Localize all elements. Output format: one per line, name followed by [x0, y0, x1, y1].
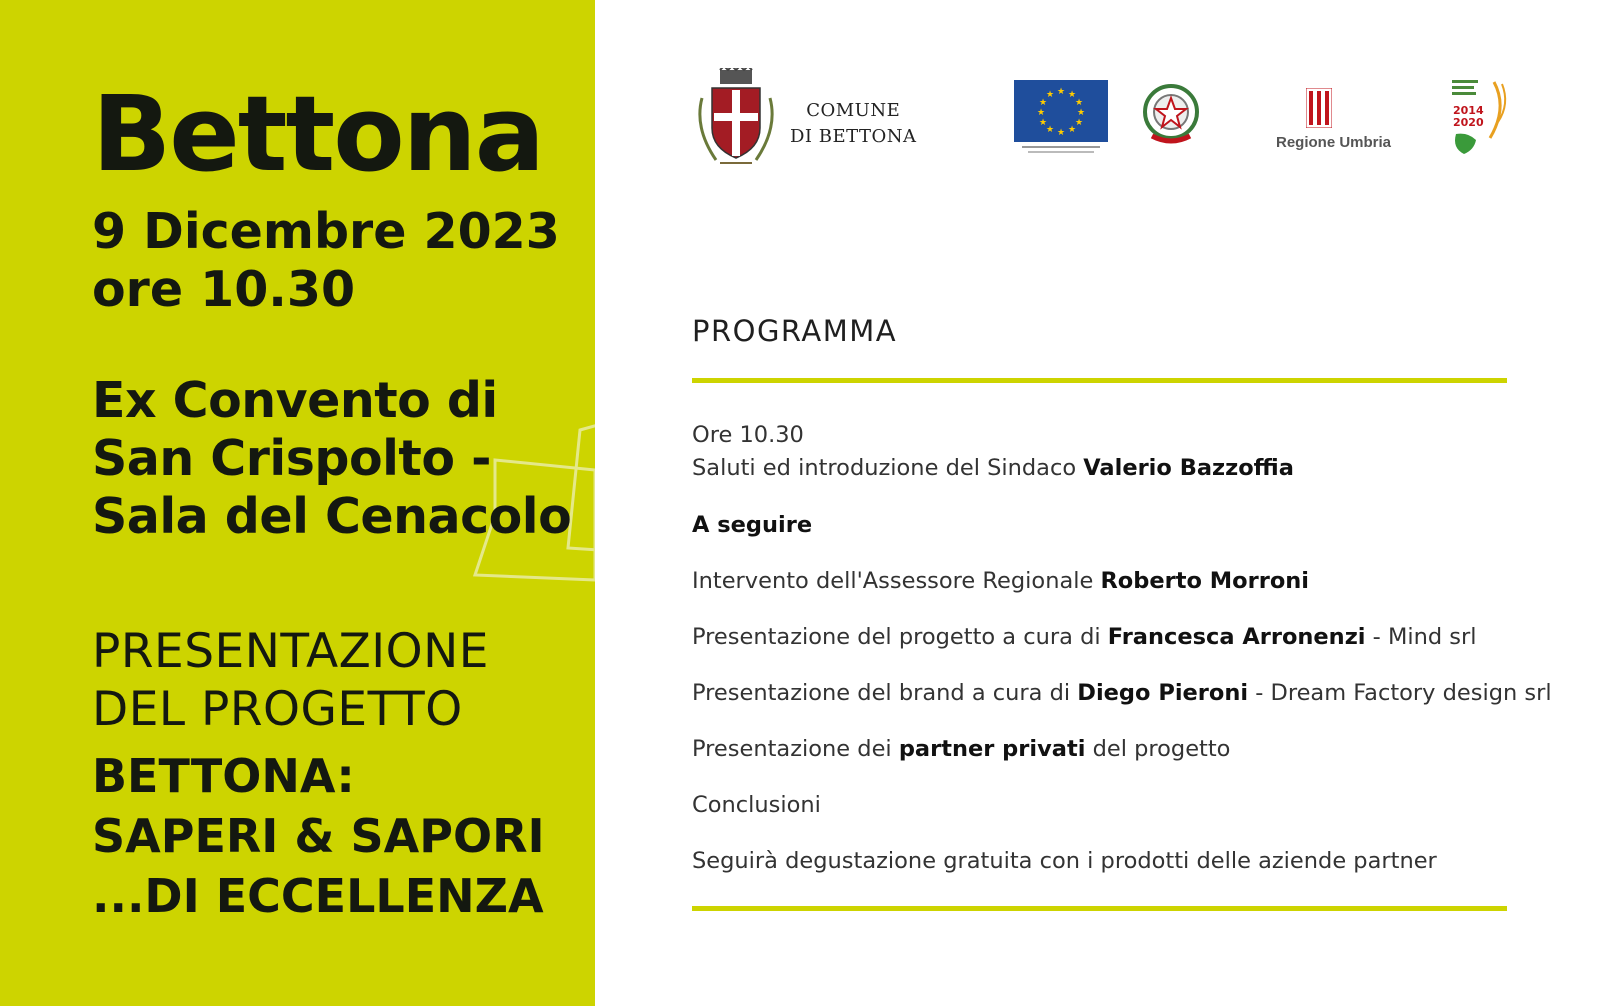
speaker-name: Francesca Arronenzi	[1107, 624, 1366, 650]
coat-of-arms-icon	[690, 68, 782, 170]
comune-line: DI BETTONA	[790, 126, 917, 147]
svg-text:★: ★	[1045, 90, 1055, 100]
svg-text:★: ★	[1056, 87, 1066, 97]
svg-text:★: ★	[1076, 108, 1086, 118]
bottom-divider	[692, 906, 1507, 911]
project-name	[92, 746, 545, 926]
item-company: - Dream Factory design srl	[1248, 680, 1552, 706]
svg-text:★: ★	[1038, 118, 1048, 128]
venue-line: Ex Convento di	[92, 372, 498, 429]
project-line: BETTONA:	[92, 749, 355, 803]
item-text: Presentazione del progetto a cura di	[692, 624, 1108, 650]
sponsor-logos	[690, 68, 1510, 178]
comune-line: COMUNE	[806, 100, 901, 121]
item-company: - Mind srl	[1365, 624, 1477, 650]
svg-text:★: ★	[1074, 118, 1084, 128]
speaker-name: Roberto Morroni	[1100, 568, 1310, 594]
partner-label: partner privati	[898, 736, 1086, 762]
item-text: del progetto	[1085, 736, 1231, 762]
program-item-greetings	[692, 454, 1294, 482]
event-time: ore 10.30	[92, 261, 356, 318]
psr-year-end: 2020	[1453, 116, 1484, 129]
presentation-line: PRESENTAZIONE	[92, 624, 490, 679]
svg-text:★: ★	[1056, 128, 1066, 138]
eu-flag-icon	[1014, 80, 1108, 156]
venue-line: San Crispolto -	[92, 430, 491, 487]
project-line: ...DI ECCELLENZA	[92, 869, 544, 923]
svg-text:★: ★	[1074, 98, 1084, 108]
speaker-name: Diego Pieroni	[1077, 680, 1249, 706]
psr-wheat-icon	[1450, 78, 1512, 158]
svg-text:★: ★	[1067, 125, 1077, 135]
svg-text:★: ★	[1045, 125, 1055, 135]
a-seguire-label: A seguire	[692, 512, 813, 538]
regione-umbria-flag-icon	[1306, 88, 1332, 128]
event-venue	[92, 372, 571, 546]
event-info-panel	[0, 0, 595, 1006]
program-item-brand	[692, 679, 1552, 707]
program-item-conclusions: Conclusioni	[692, 792, 821, 818]
item-text: Presentazione del brand a cura di	[692, 680, 1078, 706]
item-text: Saluti ed introduzione del Sindaco	[692, 455, 1084, 481]
italian-emblem-icon	[1142, 82, 1200, 148]
program-item-assessore	[692, 567, 1309, 595]
programma-title: PROGRAMMA	[692, 314, 898, 348]
svg-text:★: ★	[1036, 108, 1046, 118]
program-a-seguire	[692, 511, 812, 539]
event-date: 9 Dicembre 2023	[92, 203, 560, 260]
program-time: Ore 10.30	[692, 422, 804, 448]
speaker-name: Valerio Bazzoffia	[1083, 455, 1294, 481]
regione-umbria-label: Regione Umbria	[1276, 134, 1392, 151]
event-city-title: Bettona	[92, 73, 543, 195]
item-text: Presentazione dei	[692, 736, 899, 762]
item-text: Intervento dell'Assessore Regionale	[692, 568, 1101, 594]
event-date-time	[92, 203, 560, 319]
program-item-project	[692, 623, 1477, 651]
svg-text:★: ★	[1038, 98, 1048, 108]
comune-logo-text	[790, 98, 916, 150]
project-line: SAPERI & SAPORI	[92, 809, 545, 863]
presentation-line: DEL PROGETTO	[92, 682, 463, 737]
program-item-partners	[692, 735, 1230, 763]
svg-text:★: ★	[1067, 90, 1077, 100]
program-item-tasting: Seguirà degustazione gratuita con i prodotti delle aziende partner	[692, 848, 1437, 874]
psr-year-start: 2014	[1453, 104, 1484, 117]
venue-line: Sala del Cenacolo	[92, 488, 572, 545]
top-divider	[692, 378, 1507, 383]
presentation-heading	[92, 623, 489, 739]
